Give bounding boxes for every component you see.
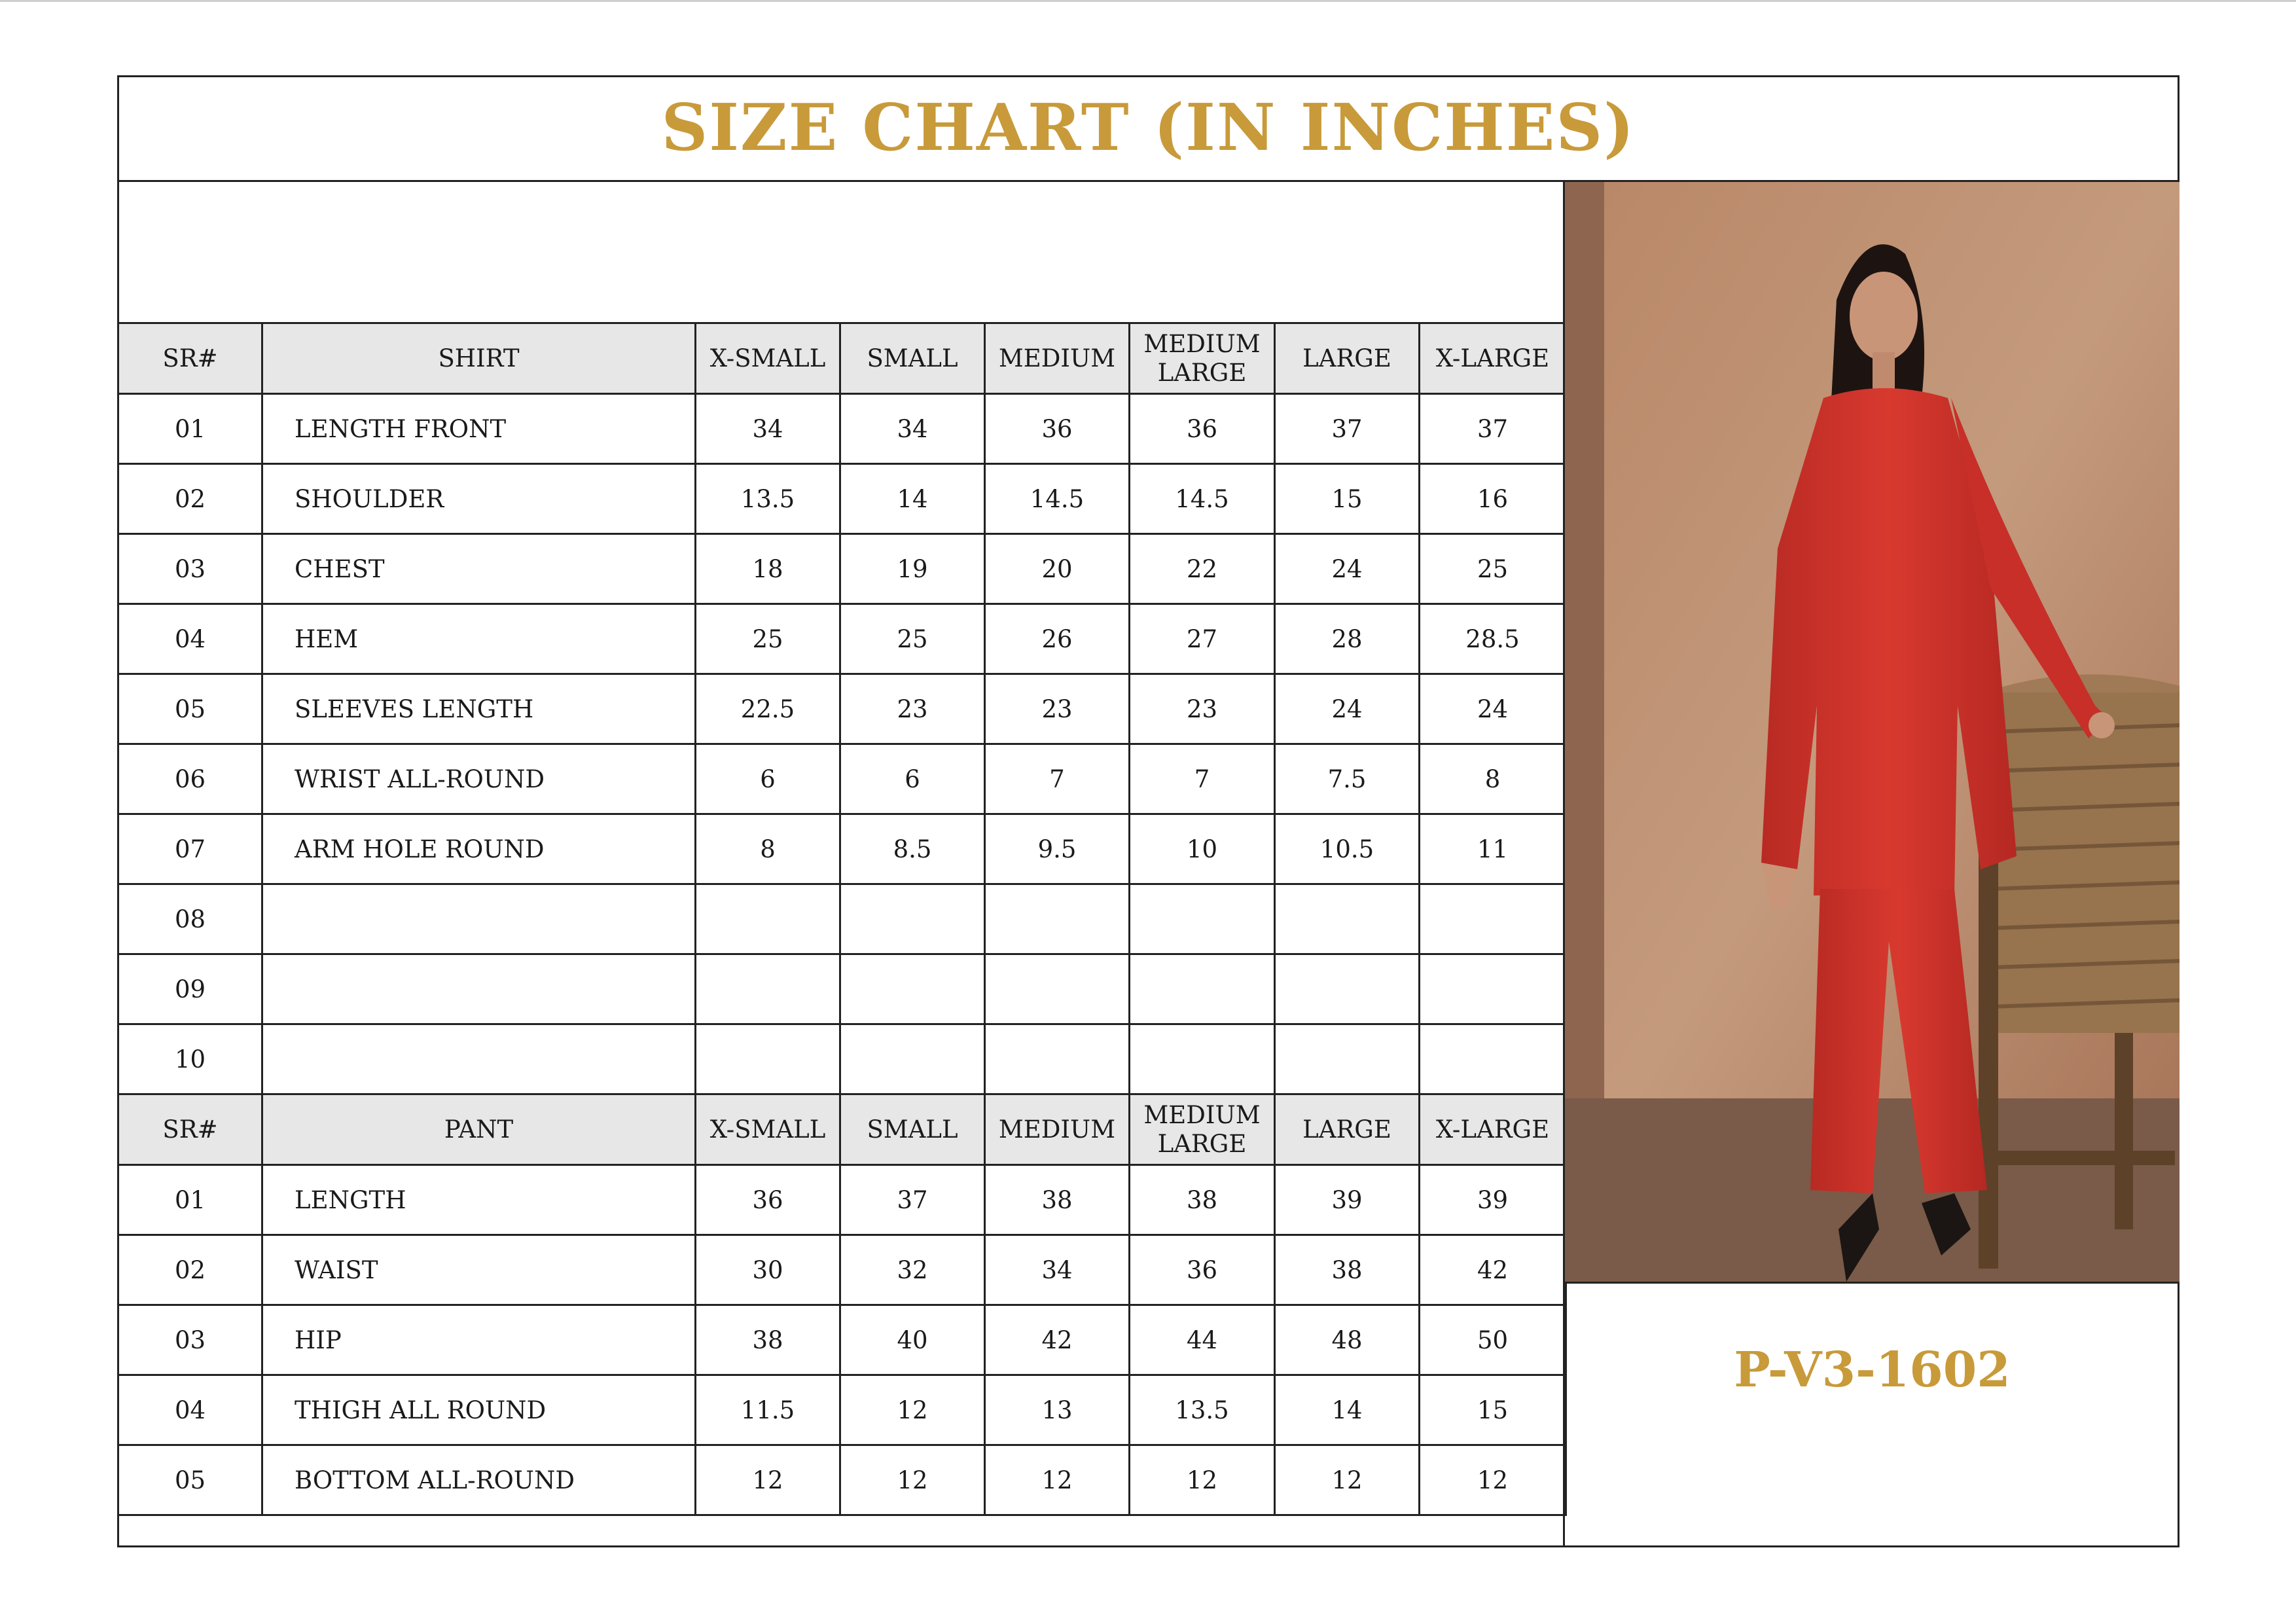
size-value-cell: 10 <box>1130 814 1275 884</box>
size-value-cell: 12 <box>840 1445 985 1515</box>
size-value-cell: 34 <box>840 394 985 464</box>
size-value-cell <box>1275 884 1420 954</box>
size-value-cell: 42 <box>985 1305 1130 1375</box>
shirt-header-cell: SR# <box>118 323 262 394</box>
pant-header-cell: SR# <box>118 1094 262 1165</box>
sr-number-cell: 04 <box>118 604 262 674</box>
table-row <box>118 464 1566 534</box>
size-value-cell <box>840 954 985 1024</box>
size-value-cell: 8.5 <box>840 814 985 884</box>
measurement-name-cell: SHOULDER <box>262 464 696 534</box>
table-row <box>118 1445 1566 1515</box>
size-value-cell: 36 <box>1130 394 1275 464</box>
size-value-cell: 7 <box>985 744 1130 814</box>
measurement-name-cell: ARM HOLE ROUND <box>262 814 696 884</box>
sr-number-cell: 09 <box>118 954 262 1024</box>
size-value-cell <box>840 1024 985 1094</box>
size-value-cell: 38 <box>696 1305 840 1375</box>
size-value-cell: 25 <box>696 604 840 674</box>
pant-header-cell: MEDIUM <box>985 1094 1130 1165</box>
table-row <box>118 1305 1566 1375</box>
size-value-cell: 13.5 <box>696 464 840 534</box>
size-value-cell: 38 <box>985 1165 1130 1235</box>
size-value-cell <box>696 1024 840 1094</box>
pant-header-row <box>118 1094 1566 1165</box>
table-row <box>118 1024 1566 1094</box>
sr-number-cell: 02 <box>118 464 262 534</box>
size-value-cell: 16 <box>1420 464 1566 534</box>
size-value-cell: 24 <box>1275 674 1420 744</box>
table-row <box>118 884 1566 954</box>
sr-number-cell: 05 <box>118 674 262 744</box>
size-value-cell: 23 <box>840 674 985 744</box>
size-value-cell: 12 <box>696 1445 840 1515</box>
size-value-cell: 27 <box>1130 604 1275 674</box>
size-value-cell: 37 <box>1420 394 1566 464</box>
size-value-cell <box>840 884 985 954</box>
size-value-cell <box>1130 954 1275 1024</box>
size-value-cell: 8 <box>696 814 840 884</box>
measurement-name-cell: CHEST <box>262 534 696 604</box>
size-value-cell: 18 <box>696 534 840 604</box>
table-row <box>118 1165 1566 1235</box>
size-value-cell: 12 <box>1130 1445 1275 1515</box>
size-value-cell: 38 <box>1275 1235 1420 1305</box>
shirt-header-cell: MEDIUM <box>985 323 1130 394</box>
product-code: P-V3-1602 <box>1734 1342 2011 1398</box>
size-value-cell: 14 <box>1275 1375 1420 1445</box>
sr-number-cell: 10 <box>118 1024 262 1094</box>
size-value-cell: 24 <box>1420 674 1566 744</box>
size-value-cell: 14.5 <box>985 464 1130 534</box>
size-value-cell <box>1420 884 1566 954</box>
measurement-name-cell: LENGTH FRONT <box>262 394 696 464</box>
size-value-cell: 25 <box>1420 534 1566 604</box>
size-value-cell: 7 <box>1130 744 1275 814</box>
size-value-cell: 13.5 <box>1130 1375 1275 1445</box>
size-value-cell: 10.5 <box>1275 814 1420 884</box>
size-value-cell: 36 <box>985 394 1130 464</box>
table-row <box>118 744 1566 814</box>
title-bar <box>117 75 2179 182</box>
size-value-cell <box>696 954 840 1024</box>
size-value-cell: 34 <box>696 394 840 464</box>
size-value-cell: 20 <box>985 534 1130 604</box>
size-value-cell: 11.5 <box>696 1375 840 1445</box>
size-table-container <box>117 322 1565 1516</box>
size-value-cell: 12 <box>1420 1445 1566 1515</box>
page-title: SIZE CHART (IN INCHES) <box>661 90 1636 166</box>
size-value-cell: 15 <box>1275 464 1420 534</box>
size-value-cell: 40 <box>840 1305 985 1375</box>
model-photo <box>1565 182 2179 1284</box>
size-value-cell: 23 <box>985 674 1130 744</box>
measurement-name-cell: HEM <box>262 604 696 674</box>
measurement-name-cell <box>262 1024 696 1094</box>
table-row <box>118 604 1566 674</box>
size-value-cell: 12 <box>1275 1445 1420 1515</box>
size-value-cell: 12 <box>840 1375 985 1445</box>
measurement-name-cell: WAIST <box>262 1235 696 1305</box>
size-value-cell: 13 <box>985 1375 1130 1445</box>
size-value-cell: 6 <box>696 744 840 814</box>
sr-number-cell: 08 <box>118 884 262 954</box>
size-value-cell: 36 <box>1130 1235 1275 1305</box>
size-value-cell: 22 <box>1130 534 1275 604</box>
size-value-cell: 37 <box>1275 394 1420 464</box>
size-value-cell: 11 <box>1420 814 1566 884</box>
size-value-cell: 38 <box>1130 1165 1275 1235</box>
pant-header-cell: X-LARGE <box>1420 1094 1566 1165</box>
size-value-cell: 8 <box>1420 744 1566 814</box>
size-value-cell: 39 <box>1420 1165 1566 1235</box>
measurement-name-cell: HIP <box>262 1305 696 1375</box>
size-value-cell: 6 <box>840 744 985 814</box>
pant-header-cell: X-SMALL <box>696 1094 840 1165</box>
sr-number-cell: 01 <box>118 1165 262 1235</box>
size-value-cell: 7.5 <box>1275 744 1420 814</box>
sr-number-cell: 03 <box>118 1305 262 1375</box>
sr-number-cell: 03 <box>118 534 262 604</box>
shirt-header-cell: LARGE <box>1275 323 1420 394</box>
size-value-cell <box>1130 884 1275 954</box>
shirt-header-cell: SMALL <box>840 323 985 394</box>
shirt-header-cell: MEDIUM LARGE <box>1130 323 1275 394</box>
size-value-cell: 42 <box>1420 1235 1566 1305</box>
table-row <box>118 814 1566 884</box>
measurement-name-cell <box>262 884 696 954</box>
size-value-cell <box>985 954 1130 1024</box>
size-value-cell: 14.5 <box>1130 464 1275 534</box>
sr-number-cell: 06 <box>118 744 262 814</box>
measurement-name-cell: THIGH ALL ROUND <box>262 1375 696 1445</box>
size-value-cell: 23 <box>1130 674 1275 744</box>
size-value-cell: 28 <box>1275 604 1420 674</box>
pant-header-cell: MEDIUM LARGE <box>1130 1094 1275 1165</box>
size-value-cell: 34 <box>985 1235 1130 1305</box>
size-value-cell: 30 <box>696 1235 840 1305</box>
size-value-cell: 19 <box>840 534 985 604</box>
size-value-cell: 22.5 <box>696 674 840 744</box>
measurement-name-cell <box>262 954 696 1024</box>
size-value-cell: 32 <box>840 1235 985 1305</box>
table-row <box>118 674 1566 744</box>
size-value-cell: 44 <box>1130 1305 1275 1375</box>
model-illustration <box>1565 182 2179 1284</box>
shirt-header-cell: X-LARGE <box>1420 323 1566 394</box>
measurement-name-cell: LENGTH <box>262 1165 696 1235</box>
size-value-cell: 26 <box>985 604 1130 674</box>
top-border-line <box>0 0 2296 2</box>
shirt-header-cell: SHIRT <box>262 323 696 394</box>
table-row <box>118 1235 1566 1305</box>
shirt-header-row <box>118 323 1566 394</box>
shirt-header-cell: X-SMALL <box>696 323 840 394</box>
size-value-cell <box>1275 954 1420 1024</box>
table-row <box>118 394 1566 464</box>
size-value-cell: 25 <box>840 604 985 674</box>
measurement-name-cell: WRIST ALL-ROUND <box>262 744 696 814</box>
sr-number-cell: 01 <box>118 394 262 464</box>
size-value-cell <box>985 1024 1130 1094</box>
pant-header-cell: LARGE <box>1275 1094 1420 1165</box>
sr-number-cell: 02 <box>118 1235 262 1305</box>
table-row <box>118 954 1566 1024</box>
size-value-cell <box>696 884 840 954</box>
size-value-cell: 24 <box>1275 534 1420 604</box>
size-value-cell: 48 <box>1275 1305 1420 1375</box>
size-value-cell: 37 <box>840 1165 985 1235</box>
sr-number-cell: 07 <box>118 814 262 884</box>
size-table <box>117 322 1567 1516</box>
size-value-cell <box>1420 954 1566 1024</box>
pant-header-cell: SMALL <box>840 1094 985 1165</box>
size-value-cell: 39 <box>1275 1165 1420 1235</box>
size-value-cell <box>1275 1024 1420 1094</box>
pant-header-cell: PANT <box>262 1094 696 1165</box>
size-value-cell <box>985 884 1130 954</box>
size-value-cell: 12 <box>985 1445 1130 1515</box>
size-value-cell: 50 <box>1420 1305 1566 1375</box>
size-value-cell: 9.5 <box>985 814 1130 884</box>
measurement-name-cell: SLEEVES LENGTH <box>262 674 696 744</box>
size-table-body <box>118 323 1566 1515</box>
size-value-cell <box>1130 1024 1275 1094</box>
sr-number-cell: 04 <box>118 1375 262 1445</box>
size-value-cell: 15 <box>1420 1375 1566 1445</box>
measurement-name-cell: BOTTOM ALL-ROUND <box>262 1445 696 1515</box>
sr-number-cell: 05 <box>118 1445 262 1515</box>
size-value-cell: 28.5 <box>1420 604 1566 674</box>
table-row <box>118 534 1566 604</box>
size-value-cell <box>1420 1024 1566 1094</box>
size-value-cell: 36 <box>696 1165 840 1235</box>
size-value-cell: 14 <box>840 464 985 534</box>
table-row <box>118 1375 1566 1445</box>
